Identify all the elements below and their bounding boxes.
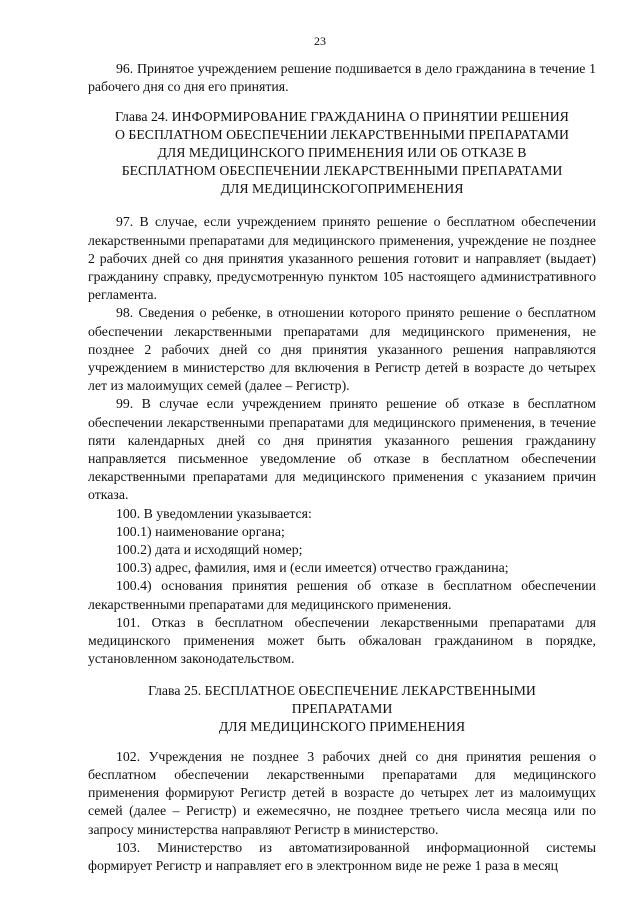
- page-number: 23: [314, 34, 326, 48]
- paragraph-96: 96. Принятое учреждением решение подшивается в дело гражданина в течение 1 рабочего дня со дня его принятия.: [88, 61, 596, 95]
- paragraph-100-4: 100.4) основания принятия решения об отказе в бесплатном обеспечении лекарственными препаратами для медицинского применения.: [88, 578, 596, 612]
- paragraph-100-3: 100.3) адрес, фамилия, имя и (если имеется) отчество гражданина;: [116, 560, 509, 576]
- paragraph-99: 99. В случае если учреждением принято решение об отказе в бесплатном обеспечении лекарственными препаратами для медицинского применения, в течение пяти календарных дней со дня принятия указанного решения гражданину направляется письменное уведомление об отказе в бесплатном обеспечении лекарственными препаратами для медицинского применения с указанием причин отказа.: [88, 396, 596, 503]
- chapter-24-line: БЕСПЛАТНОМ ОБЕСПЕЧЕНИИ ЛЕКАРСТВЕННЫМИ ПРЕПАРАТАМИ: [121, 162, 563, 178]
- chapter-24-line: ДЛЯ МЕДИЦИНСКОГО ПРИМЕНЕНИЯ ИЛИ ОБ ОТКАЗЕ В: [157, 145, 527, 160]
- chapter-25-line: Глава 25. БЕСПЛАТНОЕ ОБЕСПЕЧЕНИЕ ЛЕКАРСТВЕННЫМИ: [148, 683, 536, 699]
- paragraph-100-1: 100.1) наименование органа;: [116, 523, 285, 539]
- chapter-24-line: О БЕСПЛАТНОМ ОБЕСПЕЧЕНИИ ЛЕКАРСТВЕННЫМИ ПРЕПАРАТАМИ: [114, 127, 570, 143]
- document-body: [88, 60, 596, 875]
- paragraph-102: 102. Учреждения не позднее 3 рабочих дней со дня принятия решения о бесплатном обеспечении лекарственными препаратами для медицинского применения формируют Регистр детей в возрасте до четырех лет из малоимущих семей (далее – Регистр) и ежемесячно, не позднее третьего числа месяца или по запросу министерства направляют Регистр в министерство.: [88, 748, 596, 837]
- chapter-25-heading: [88, 682, 596, 735]
- chapter-25-line: ПРЕПАРАТАМИ: [291, 701, 393, 717]
- paragraph-97: 97. В случае, если учреждением принято решение о бесплатном обеспечении лекарственными препаратами для медицинского применения, учреждение не позднее 2 рабочих дней со дня принятия указанного решения готовит и направляет (выдает) гражданину справку, предусмотренную пунктом 105 настоящего административного регламента.: [88, 214, 596, 303]
- chapter-24-line: Глава 24. ИНФОРМИРОВАНИЕ ГРАЖДАНИНА О ПРИНЯТИИ РЕШЕНИЯ: [115, 109, 569, 125]
- paragraph-98: 98. Сведения о ребенке, в отношении которого принято решение о бесплатном обеспечении лекарственными препаратами для медицинского применения, не позднее 2 рабочих дней со дня принятия указанного решения направляются учреждением в министерство для включения в Регистр детей в возрасте до четырех лет из малоимущих семей (далее – Регистр).: [88, 305, 596, 394]
- chapter-24-heading: [88, 108, 596, 197]
- paragraph-100: 100. В уведомлении указывается:: [116, 505, 312, 521]
- chapter-25-line: ДЛЯ МЕДИЦИНСКОГО ПРИМЕНЕНИЯ: [218, 719, 466, 735]
- paragraph-103: 103. Министерство из автоматизированной информационной системы формирует Регистр и направляет его в электронном виде не реже 1 раза в месяц: [88, 839, 596, 874]
- paragraph-101: 101. Отказ в бесплатном обеспечении лекарственными препаратами для медицинского применения может быть обжалован гражданином в порядке, установленном законодательством.: [88, 614, 596, 667]
- chapter-24-line: ДЛЯ МЕДИЦИНСКОГОПРИМЕНЕНИЯ: [220, 180, 464, 196]
- paragraph-100-2: 100.2) дата и исходящий номер;: [116, 542, 303, 558]
